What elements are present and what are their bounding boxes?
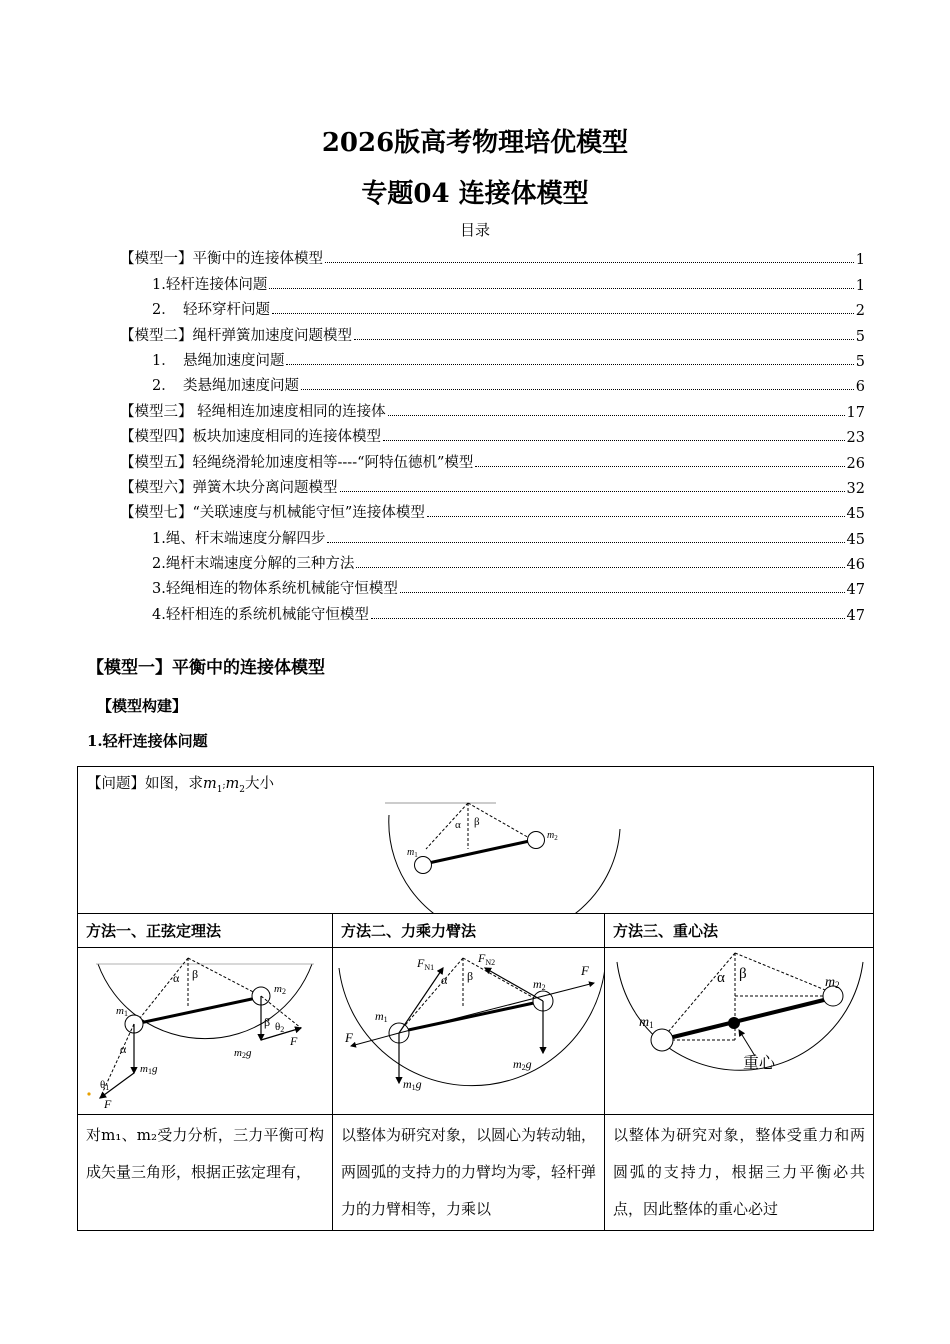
toc-leader-dots xyxy=(286,364,853,365)
method1-figure xyxy=(78,948,333,1115)
toc-item[interactable] xyxy=(120,395,865,420)
toc-heading: 目录 xyxy=(459,221,490,239)
method2-description: 以整体为研究对象，以圆心为转动轴，两圆弧的支持力的力臂均为零，轻杆弹力的力臂相等，力乘以 xyxy=(333,1115,605,1231)
m1-label: m1 xyxy=(375,1009,388,1024)
method1-description: 对m₁、m₂受力分析，三力平衡可构成矢量三角形，根据正弦定理有， xyxy=(78,1115,333,1231)
toc-item-page: 17 xyxy=(846,404,865,421)
toc-item-label: 【模型三】 轻绳相连加速度相同的连接体 xyxy=(120,403,386,420)
section-heading: 【模型一】平衡中的连接体模型 xyxy=(87,658,325,678)
method3-description: 以整体为研究对象，整体受重力和两圆弧的支持力，根据三力平衡必共点，因此整体的重心必过 xyxy=(605,1115,874,1231)
m2-label: m2 xyxy=(274,983,286,996)
toc-item-label: 【模型四】板块加速度相同的连接体模型 xyxy=(120,429,381,446)
method-table xyxy=(77,766,874,1231)
toc-item[interactable] xyxy=(120,243,865,268)
theta1-label: θ1 xyxy=(100,1079,110,1092)
toc-item-page: 47 xyxy=(846,607,865,624)
beta-label: β xyxy=(192,967,199,981)
alpha-label: α xyxy=(455,819,461,831)
method2-figure xyxy=(333,948,605,1115)
toc-item[interactable] xyxy=(120,472,865,497)
beta-label: β xyxy=(739,966,747,982)
torque-diagram xyxy=(333,948,605,1110)
toc-item-label: 2． 类悬绳加速度问题 xyxy=(152,378,299,395)
toc-leader-dots xyxy=(325,262,854,263)
toc-item[interactable] xyxy=(120,294,865,319)
toc-item-label: 2.绳杆末端速度分解的三种方法 xyxy=(152,556,355,573)
toc-item-label: 【模型一】平衡中的连接体模型 xyxy=(120,251,323,268)
toc-item-label: 1.轻杆连接体问题 xyxy=(152,276,268,293)
method3-title: 方法三、重心法 xyxy=(605,914,874,948)
toc-item-page: 45 xyxy=(846,531,865,548)
toc-item-label: 1.绳、杆末端速度分解四步 xyxy=(152,530,326,547)
toc-item-page: 6 xyxy=(855,379,865,396)
toc-item-page: 1 xyxy=(855,252,865,269)
alpha-label-2: α xyxy=(120,1042,127,1056)
toc-leader-dots xyxy=(301,389,854,390)
toc-item-label: 【模型二】绳杆弹簧加速度问题模型 xyxy=(120,327,352,344)
toc-item[interactable] xyxy=(120,319,865,344)
alpha-label: α xyxy=(173,971,180,985)
toc-leader-dots xyxy=(327,542,844,543)
toc-item[interactable] xyxy=(120,598,865,623)
m1-label: $m_1$ xyxy=(407,847,418,859)
m1-label: m1 xyxy=(639,1015,654,1030)
toc-item-page: 26 xyxy=(846,455,865,472)
toc-leader-dots xyxy=(427,516,845,517)
m1-label: m1 xyxy=(116,1005,128,1018)
F-label-2: F xyxy=(290,1034,298,1048)
toc-item-label: 4.轻杆相连的系统机械能守恒模型 xyxy=(152,606,369,623)
center-of-gravity-label: 重心 xyxy=(743,1055,776,1072)
toc-item[interactable] xyxy=(120,446,865,471)
toc-item-label: 1． 悬绳加速度问题 xyxy=(152,352,285,369)
F-label-1: F xyxy=(104,1097,112,1110)
beta-label-2: β xyxy=(264,1015,271,1029)
alpha-label: α xyxy=(717,970,725,986)
toc-leader-dots xyxy=(356,567,844,568)
F-label-left: F xyxy=(345,1030,353,1045)
toc-item[interactable] xyxy=(120,573,865,598)
toc-leader-dots xyxy=(371,618,845,619)
toc-item-label: 【模型五】轻绳绕滑轮加速度相等----“阿特伍德机”模型 xyxy=(120,454,474,471)
m2g-label: m2g xyxy=(234,1047,252,1060)
toc-leader-dots xyxy=(475,466,844,467)
toc-item[interactable] xyxy=(120,421,865,446)
toc-item-label: 【模型七】“关联速度与机械能守恒”连接体模型 xyxy=(120,505,425,522)
m1g-label: m1g xyxy=(403,1077,422,1092)
question-text: 【问题】如图，求$m_1;m_2$大小 xyxy=(87,776,275,795)
sine-rule-diagram xyxy=(78,948,333,1110)
FN1-label: $F_{N1}$ xyxy=(417,956,435,972)
subsection-heading: 1.轻杆连接体问题 xyxy=(87,732,208,750)
toc-leader-dots xyxy=(340,491,845,492)
F-label-right: F xyxy=(581,963,589,978)
toc-item-label: 2． 轻环穿杆问题 xyxy=(152,302,270,319)
toc-item-page: 5 xyxy=(855,353,865,370)
toc-item-page: 45 xyxy=(846,506,865,523)
page-title: 2026版高考物理培优模型 xyxy=(321,128,629,158)
toc-item-label: 【模型六】弹簧木块分离问题模型 xyxy=(120,479,338,496)
toc-item-label: 3.轻绳相连的物体系统机械能守恒模型 xyxy=(152,581,398,598)
toc-item[interactable] xyxy=(120,370,865,395)
toc-leader-dots xyxy=(272,313,854,314)
center-of-gravity-diagram xyxy=(605,948,874,1110)
toc-item[interactable] xyxy=(120,548,865,573)
FN2-label: $F_{N2}$ xyxy=(478,951,496,967)
toc-leader-dots xyxy=(383,440,845,441)
toc-item[interactable] xyxy=(120,497,865,522)
toc-leader-dots xyxy=(400,592,845,593)
toc-leader-dots xyxy=(354,339,854,340)
theta2-label: θ2 xyxy=(275,1021,285,1034)
question-diagram xyxy=(78,767,874,913)
toc-leader-dots xyxy=(388,415,845,416)
model-build-heading: 【模型构建】 xyxy=(97,697,188,715)
toc-item-page: 32 xyxy=(846,480,865,497)
alpha-label: α xyxy=(441,973,448,987)
toc-item-page: 46 xyxy=(846,557,865,574)
toc-item-page: 47 xyxy=(846,582,865,599)
toc-leader-dots xyxy=(269,288,853,289)
question-cell xyxy=(78,767,874,914)
m2g-label: m2g xyxy=(513,1057,532,1072)
toc-item-page: 2 xyxy=(855,303,865,320)
toc-item-page: 23 xyxy=(846,430,865,447)
toc-item[interactable] xyxy=(120,345,865,370)
toc-item[interactable] xyxy=(120,522,865,547)
method1-title: 方法一、正弦定理法 xyxy=(78,914,333,948)
method2-title: 方法二、力乘力臂法 xyxy=(333,914,605,948)
m2-label: $m_2$ xyxy=(547,830,558,842)
m1g-label: m1g xyxy=(140,1063,158,1076)
toc-item-page: 1 xyxy=(855,277,865,294)
table-of-contents xyxy=(120,243,865,624)
m2-label: m2 xyxy=(533,977,546,992)
beta-label: β xyxy=(474,816,480,828)
beta-label: β xyxy=(467,969,474,983)
toc-item-page: 5 xyxy=(855,328,865,345)
m2-label: m2 xyxy=(825,975,840,990)
method3-figure xyxy=(605,948,874,1115)
toc-item[interactable] xyxy=(120,268,865,293)
page-subtitle: 专题04 连接体模型 xyxy=(361,179,589,209)
